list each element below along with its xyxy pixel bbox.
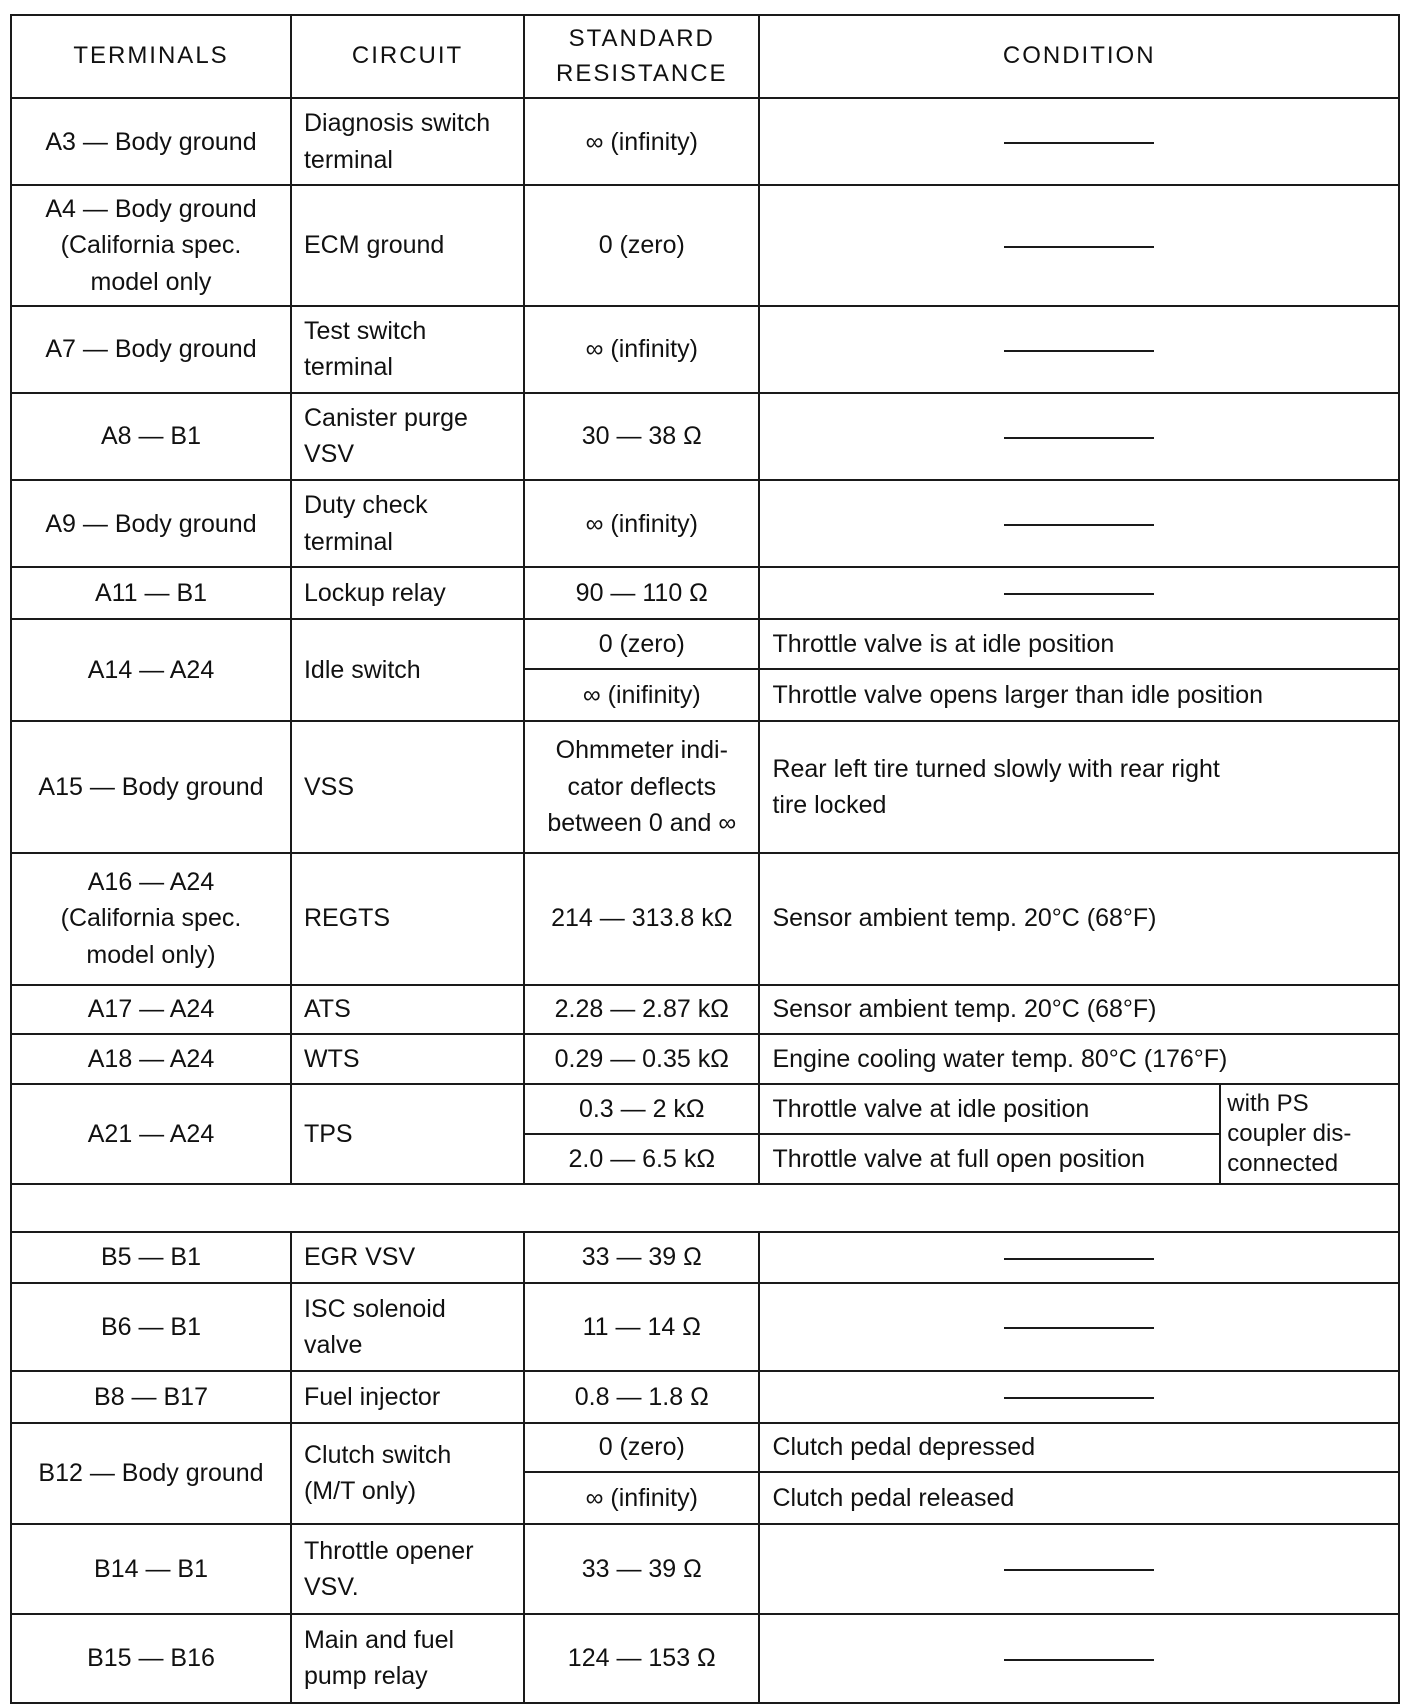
condition-cell (759, 306, 1399, 393)
condition-cell (759, 567, 1399, 619)
circuit-cell: Lockup relay (291, 567, 524, 619)
table-row-b5 (11, 1232, 1399, 1284)
condition-note-cell: with PS coupler dis- connected (1220, 1084, 1399, 1184)
terminals-cell: B12 — Body ground (11, 1423, 291, 1525)
resistance-cell: 0 (zero) (524, 619, 759, 669)
terminals-cell: B15 — B16 (11, 1614, 291, 1703)
table-row-b8 (11, 1371, 1399, 1423)
table-row-a3 (11, 98, 1399, 185)
table-row-b6 (11, 1283, 1399, 1370)
resistance-cell: 0.29 — 0.35 kΩ (524, 1034, 759, 1084)
condition-dash (1004, 1258, 1154, 1260)
terminals-cell: A15 — Body ground (11, 721, 291, 853)
table-row-a4 (11, 185, 1399, 305)
condition-cell: Throttle valve at full open position (759, 1134, 1220, 1184)
header-row (11, 15, 1399, 98)
table-row-a11 (11, 567, 1399, 619)
terminals-cell: A18 — A24 (11, 1034, 291, 1084)
circuit-cell: Diagnosis switch terminal (291, 98, 524, 185)
resistance-cell: ∞ (infinity) (524, 1472, 759, 1524)
condition-cell (759, 1614, 1399, 1703)
terminals-cell: A16 — A24 (California spec. model only) (11, 853, 291, 985)
circuit-cell: VSS (291, 721, 524, 853)
resistance-cell: 124 — 153 Ω (524, 1614, 759, 1703)
condition-dash (1004, 142, 1154, 144)
terminals-cell: B6 — B1 (11, 1283, 291, 1370)
condition-cell: Rear left tire turned slowly with rear right tire locked (759, 721, 1399, 853)
condition-cell: Sensor ambient temp. 20°C (68°F) (759, 985, 1399, 1035)
table-row-a9 (11, 480, 1399, 567)
resistance-cell: 2.28 — 2.87 kΩ (524, 985, 759, 1035)
resistance-cell: ∞ (infinity) (524, 98, 759, 185)
terminals-cell: B14 — B1 (11, 1524, 291, 1613)
header-condition: CONDITION (759, 15, 1399, 98)
circuit-cell: Canister purge VSV (291, 393, 524, 480)
condition-dash (1004, 1327, 1154, 1329)
condition-dash (1004, 437, 1154, 439)
circuit-cell: REGTS (291, 853, 524, 985)
condition-dash (1004, 246, 1154, 248)
condition-cell: Throttle valve at idle position (759, 1084, 1220, 1134)
circuit-cell: Idle switch (291, 619, 524, 721)
terminals-cell: A11 — B1 (11, 567, 291, 619)
table-row-a16 (11, 853, 1399, 985)
table-row-a8 (11, 393, 1399, 480)
resistance-cell: 0.8 — 1.8 Ω (524, 1371, 759, 1423)
resistance-cell: ∞ (infinity) (524, 306, 759, 393)
header-terminals: TERMINALS (11, 15, 291, 98)
condition-cell (759, 1232, 1399, 1284)
header-circuit: CIRCUIT (291, 15, 524, 98)
terminals-cell: A4 — Body ground (California spec. model only (11, 185, 291, 305)
table-row-a7 (11, 306, 1399, 393)
condition-cell: Clutch pedal released (759, 1472, 1399, 1524)
resistance-cell: ∞ (inifinity) (524, 669, 759, 721)
resistance-cell: 33 — 39 Ω (524, 1232, 759, 1284)
condition-cell (759, 480, 1399, 567)
condition-cell: Clutch pedal depressed (759, 1423, 1399, 1473)
terminals-cell: A14 — A24 (11, 619, 291, 721)
table-row-a15 (11, 721, 1399, 853)
condition-dash (1004, 1659, 1154, 1661)
condition-cell (759, 393, 1399, 480)
terminals-cell: A9 — Body ground (11, 480, 291, 567)
circuit-cell: Clutch switch (M/T only) (291, 1423, 524, 1525)
resistance-cell: Ohmmeter indi- cator deflects between 0 and ∞ (524, 721, 759, 853)
condition-dash (1004, 1569, 1154, 1571)
circuit-cell: ATS (291, 985, 524, 1035)
terminals-cell: A17 — A24 (11, 985, 291, 1035)
circuit-cell: Duty check terminal (291, 480, 524, 567)
table-row-a18 (11, 1034, 1399, 1084)
resistance-cell: 11 — 14 Ω (524, 1283, 759, 1370)
resistance-spec-table (10, 14, 1400, 1704)
circuit-cell: WTS (291, 1034, 524, 1084)
terminals-cell: B8 — B17 (11, 1371, 291, 1423)
resistance-cell: 214 — 313.8 kΩ (524, 853, 759, 985)
condition-cell (759, 1371, 1399, 1423)
condition-cell (759, 1524, 1399, 1613)
circuit-cell: Test switch terminal (291, 306, 524, 393)
table-row-b12 (11, 1423, 1399, 1473)
table-row-b15 (11, 1614, 1399, 1703)
circuit-cell: Throttle opener VSV. (291, 1524, 524, 1613)
condition-cell: Sensor ambient temp. 20°C (68°F) (759, 853, 1399, 985)
condition-cell: Engine cooling water temp. 80°C (176°F) (759, 1034, 1399, 1084)
terminals-cell: A21 — A24 (11, 1084, 291, 1184)
table-row-a21 (11, 1084, 1399, 1134)
condition-dash (1004, 593, 1154, 595)
circuit-cell: Main and fuel pump relay (291, 1614, 524, 1703)
condition-dash (1004, 1397, 1154, 1399)
condition-dash (1004, 350, 1154, 352)
circuit-cell: TPS (291, 1084, 524, 1184)
condition-cell (759, 98, 1399, 185)
spacer-row (11, 1184, 1399, 1232)
resistance-cell: 0 (zero) (524, 185, 759, 305)
resistance-cell: 0.3 — 2 kΩ (524, 1084, 759, 1134)
terminals-cell: A8 — B1 (11, 393, 291, 480)
resistance-cell: 0 (zero) (524, 1423, 759, 1473)
circuit-cell: ECM ground (291, 185, 524, 305)
resistance-cell: 2.0 — 6.5 kΩ (524, 1134, 759, 1184)
circuit-cell: ISC solenoid valve (291, 1283, 524, 1370)
table-row-a17 (11, 985, 1399, 1035)
circuit-cell: EGR VSV (291, 1232, 524, 1284)
terminals-cell: B5 — B1 (11, 1232, 291, 1284)
header-standard-resistance: STANDARD RESISTANCE (524, 15, 759, 98)
circuit-cell: Fuel injector (291, 1371, 524, 1423)
condition-cell: Throttle valve opens larger than idle position (759, 669, 1399, 721)
table-row-b14 (11, 1524, 1399, 1613)
resistance-cell: 90 — 110 Ω (524, 567, 759, 619)
terminals-cell: A3 — Body ground (11, 98, 291, 185)
terminals-cell: A7 — Body ground (11, 306, 291, 393)
resistance-cell: 33 — 39 Ω (524, 1524, 759, 1613)
table-row-a14 (11, 619, 1399, 669)
condition-cell: Throttle valve is at idle position (759, 619, 1399, 669)
resistance-cell: ∞ (infinity) (524, 480, 759, 567)
resistance-cell: 30 — 38 Ω (524, 393, 759, 480)
condition-cell (759, 185, 1399, 305)
condition-cell (759, 1283, 1399, 1370)
condition-dash (1004, 524, 1154, 526)
